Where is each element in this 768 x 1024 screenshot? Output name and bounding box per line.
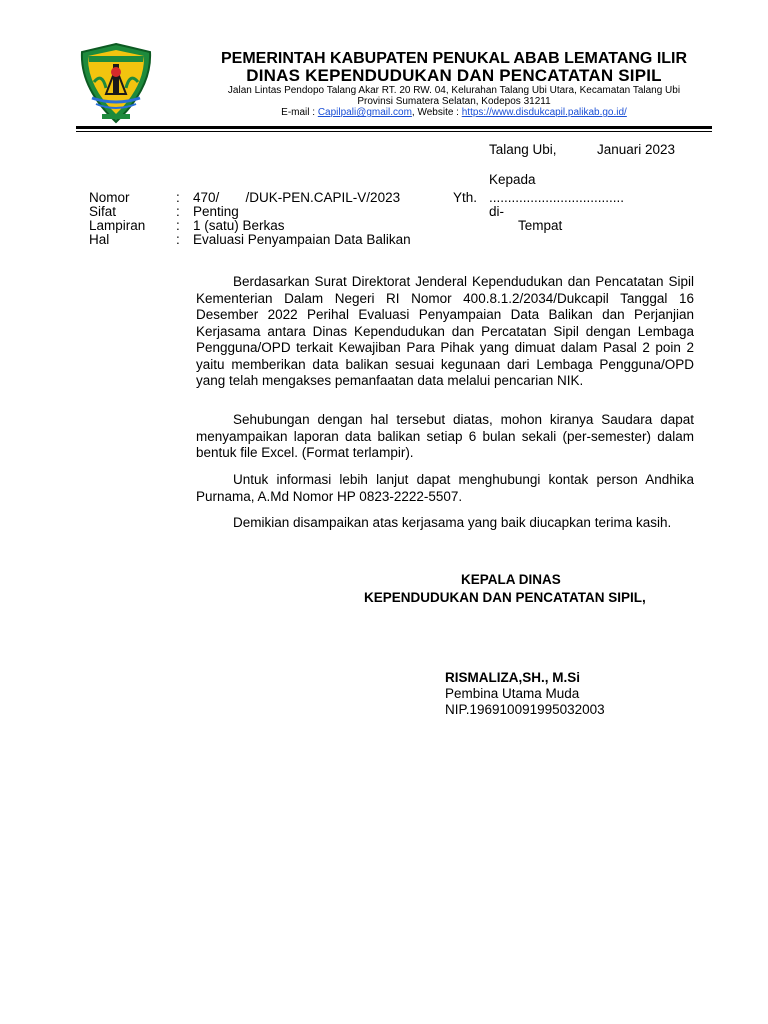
date: Januari 2023 [597, 142, 676, 157]
address-line-2: Provinsi Sumatera Selatan, Kodepos 31211 [357, 96, 551, 107]
hal-label: Hal [89, 232, 110, 247]
letterhead-rule-thick [76, 126, 712, 129]
signatory-rank: Pembina Utama Muda [445, 686, 580, 701]
paragraph-2-text: Sehubungan dengan hal tersebut diatas, mohon kiranya Saudara dapat menyampaikan laporan data balikan setiap 6 bulan sekali (per-semester) dalam bentuk file Excel. (Format terlampir). [196, 412, 694, 460]
hal-value: Evaluasi Penyampaian Data Balikan [193, 232, 411, 247]
kepada-label: Kepada [489, 172, 536, 187]
sifat-value: Penting [193, 204, 239, 219]
paragraph-2 [196, 412, 694, 462]
signatory-name: RISMALIZA,SH., M.Si [445, 670, 580, 685]
email-label: E-mail : [281, 107, 318, 118]
lampiran-colon: : [176, 218, 180, 233]
address-line-1: Jalan Lintas Pendopo Talang Akar RT. 20 RW. 04, Kelurahan Talang Ubi Utara, Kecamatan Talang Ubi [227, 85, 681, 96]
website-label: , Website : [411, 107, 462, 118]
signatory-nip: NIP.196910091995032003 [445, 702, 605, 717]
hal-colon: : [176, 232, 180, 247]
sifat-label: Sifat [89, 204, 117, 219]
regency-logo [76, 42, 156, 124]
paragraph-4-text: Demikian disampaikan atas kerjasama yang baik diucapkan terima kasih. [233, 515, 672, 530]
nomor-colon: : [176, 190, 180, 205]
tempat-label: Tempat [518, 218, 563, 233]
website-link[interactable]: https://www.disdukcapil.palikab.go.id/ [461, 107, 627, 118]
signature-title-2: KEPENDUDUKAN DAN PENCATATAN SIPIL, [364, 590, 646, 605]
lampiran-label: Lampiran [89, 218, 146, 233]
government-title: PEMERINTAH KABUPATEN PENUKAL ABAB LEMATANG ILIR [220, 50, 688, 67]
office-title: DINAS KEPENDUDUKAN DAN PENCATATAN SIPIL [246, 66, 662, 85]
di-label: di- [489, 204, 505, 219]
paragraph-1 [196, 274, 694, 390]
contact-line [170, 107, 738, 118]
signature-title-1: KEPALA DINAS [461, 572, 561, 587]
email-link[interactable]: Capilpali@gmail.com [317, 107, 412, 118]
nomor-value: 470/ /DUK-PEN.CAPIL-V/2023 [193, 190, 401, 205]
sifat-colon: : [176, 204, 180, 219]
yth-label: Yth. [453, 190, 478, 205]
recipient-dots: .................................... [489, 190, 625, 205]
letterhead-rule-thin [76, 131, 712, 132]
place: Talang Ubi, [489, 142, 557, 157]
paragraph-3 [196, 472, 694, 505]
paragraph-1-text: Berdasarkan Surat Direktorat Jenderal Kependudukan dan Pencatatan Sipil Kementerian Dalam Negeri RI Nomor 400.8.1.2/2034/Dukcapil Tanggal 16 Desember 2022 Perihal Evaluasi Penyampaian Data Balikan dan Perjanjian Kerjasama antara Dinas Kependudukan dan Percatatan Sipil dengan Lembaga Pengguna/OPD terkait Kewajiban Para Pihak yang dimuat dalam Pasal 2 poin 2 yaitu memberikan data balikan sesuai kegunaan dari Lembaga Pengguna/OPD yang telah mengakses pemanfaatan data melalui pencarian NIK. [196, 274, 694, 388]
lampiran-value: 1 (satu) Berkas [193, 218, 285, 233]
nomor-label: Nomor [89, 190, 130, 205]
paragraph-3-text: Untuk informasi lebih lanjut dapat menghubungi kontak person Andhika Purnama, A.Md Nomor HP 0823-2222-5507. [196, 472, 694, 504]
paragraph-4 [196, 515, 694, 532]
